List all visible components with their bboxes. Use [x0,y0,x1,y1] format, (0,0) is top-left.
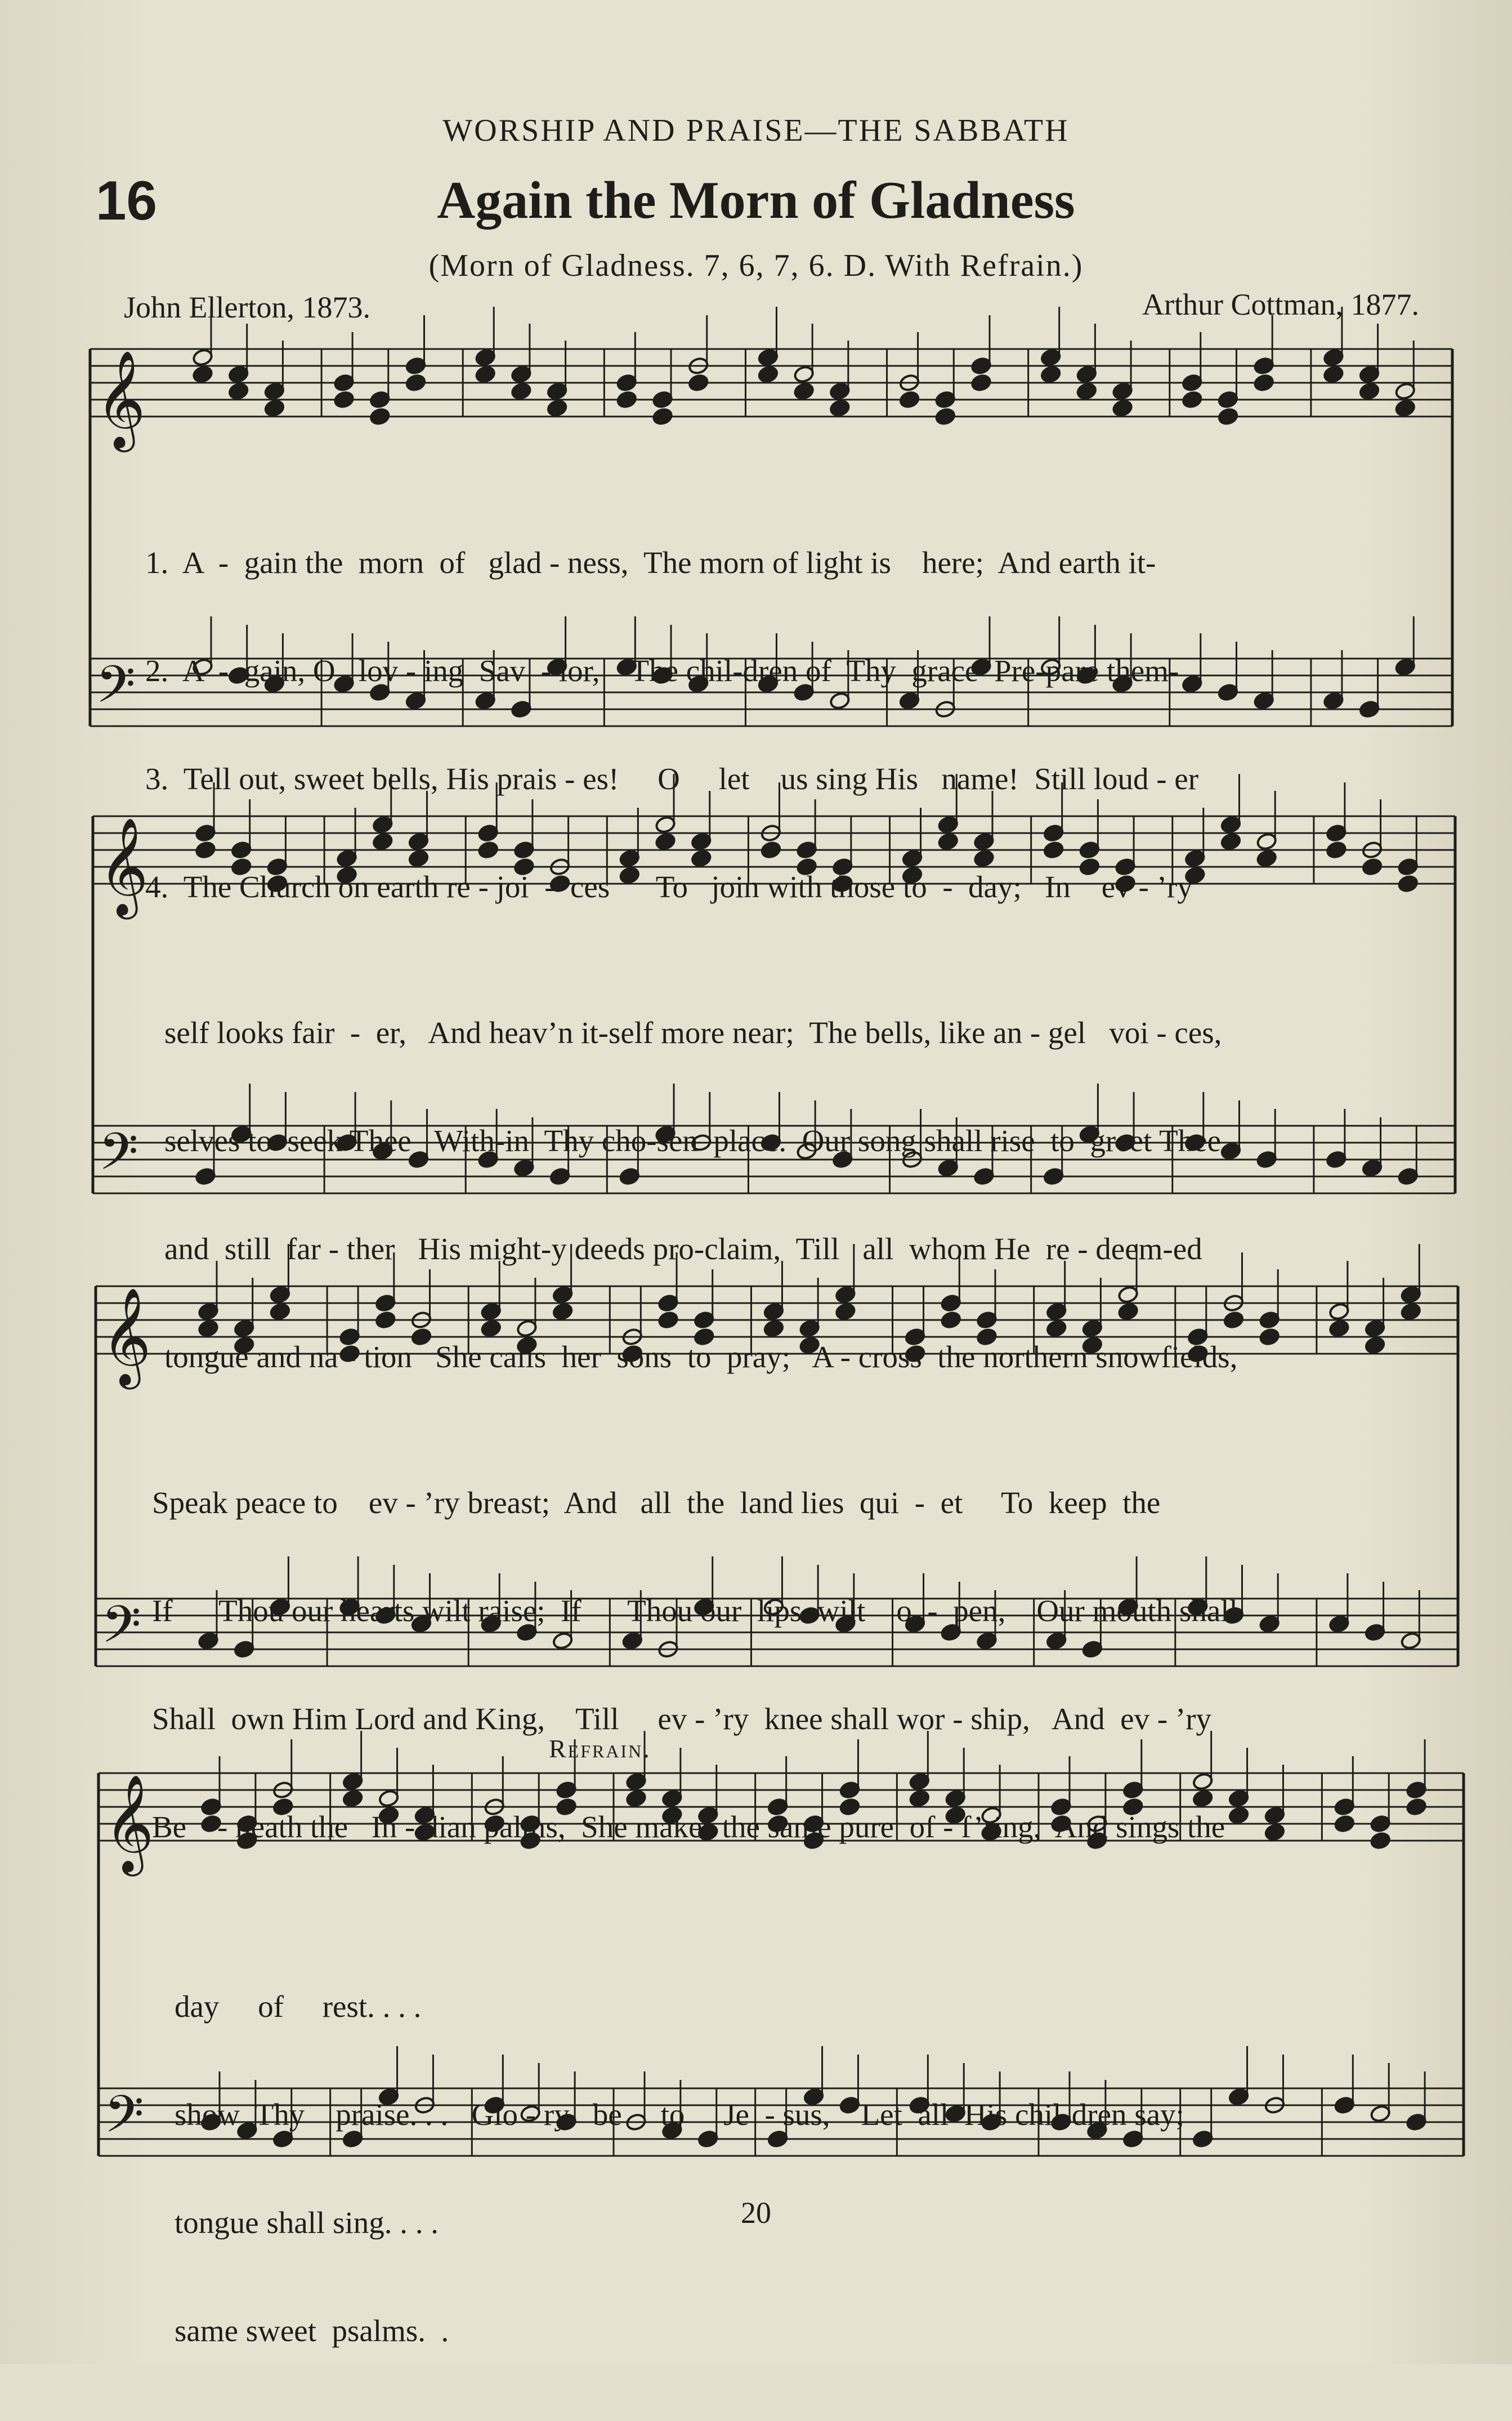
lyric-line: 1. A - gain the morn of glad - ness, The morn of light is here; And earth it- [145,545,1156,580]
note-head [475,348,496,366]
note-head [1361,1158,1383,1177]
note-head [228,382,249,400]
note-head [405,356,426,375]
lyrics-system-4 [175,1917,1184,2421]
note-head [652,390,673,409]
note-head [263,399,285,417]
note-head [1217,683,1238,701]
lyric-line: and still far - ther His might-y deeds pro-claim, Till all whom He re - deem-ed [164,1232,1202,1266]
note-head [1076,382,1097,400]
note-head [369,407,391,426]
note-head [1220,815,1241,834]
lyrics-system-2 [164,943,1237,1447]
note-head [1406,1780,1427,1799]
note-head [192,348,213,366]
lyric-line: tongue shall sing. . . . [175,2205,439,2240]
treble-clef-icon: 𝄞 [99,817,149,915]
note-head [1406,1797,1427,1816]
note-head [934,390,956,409]
section-title: WORSHIP AND PRAISE—THE SABBATH [442,113,1070,148]
note-head [333,390,355,409]
note-head [1394,382,1416,400]
note-head [898,390,920,409]
hymn-author: John Ellerton, 1873. [124,290,370,324]
lyrics-system-3 [152,1413,1238,1917]
note-head [934,407,956,426]
note-head [1400,1302,1421,1321]
note-head [1323,365,1344,383]
note-head [1076,365,1097,383]
note-head [1256,849,1277,867]
lyric-line: tongue and na - tion She calls her sons to pray; A - cross the northern snowfields, [164,1340,1238,1374]
note-head [1406,2113,1427,2131]
note-head [1370,1814,1391,1833]
note-head [333,373,355,392]
note-head [1112,382,1133,400]
note-head [475,365,496,383]
note-head [1264,1806,1285,1824]
note-head [1253,373,1274,392]
note-head [793,382,815,400]
note-head [1328,1319,1350,1337]
note-head [1358,365,1380,383]
note-head [1334,1797,1355,1816]
note-head [1334,2096,1355,2114]
note-head [1182,373,1203,392]
note-head [228,365,249,383]
note-head [511,365,532,383]
note-head [1326,1150,1347,1169]
lyrics-system-1 [145,473,1198,977]
lyric-line: selves to seek Thee With-in Thy cho-sen place. Our song shall rise to greet Thee, [164,1124,1229,1158]
note-head [1326,824,1347,842]
note-head [1394,657,1416,676]
note-head [829,382,851,400]
lyric-line: show Thy praise. . . Glo - ry be to Je - sus, Let all His chil-dren say; [175,2097,1184,2132]
note-head [1326,840,1347,859]
note-head [970,356,992,375]
note-head [1323,691,1344,710]
note-head [1259,1327,1280,1346]
note-head [1400,1631,1421,1650]
note-head [1112,399,1133,417]
note-head [546,399,567,417]
note-head [1264,1823,1285,1841]
lyric-line: 3. Tell out, sweet bells, His prais - es! O let us sing His name! Still loud - er [145,762,1199,796]
lyric-line: day of rest. . . . [175,1989,422,2024]
note-head [1334,1814,1355,1833]
note-head [1217,390,1238,409]
note-head [1364,1623,1385,1641]
note-head [1259,1614,1280,1633]
note-head [1361,857,1383,876]
hymn-composer: Arthur Cottman, 1877. [1142,288,1419,321]
hymn-number: 16 [96,169,158,231]
note-head [1394,399,1416,417]
note-head [1256,832,1277,851]
note-head [1397,874,1419,893]
note-head [1220,832,1241,851]
bass-clef-icon: 𝄢 [104,2084,144,2156]
note-head [1370,1831,1391,1850]
note-head [793,365,815,383]
lyric-line: same sweet psalms. . [175,2313,449,2348]
note-head [829,399,851,417]
note-head [1397,857,1419,876]
note-head [616,373,637,392]
note-head [511,382,532,400]
note-head [1192,2129,1214,2148]
note-head [1256,1150,1277,1169]
note-head [1364,1319,1385,1337]
lyric-line: 4. The Church on earth re - joi - ces To join with those to - day; In ev - ’ry [145,870,1193,904]
note-head [1217,407,1238,426]
note-head [369,390,391,409]
page-number: 20 [741,2196,771,2230]
note-head [652,407,673,426]
note-head [405,373,426,392]
note-head [546,382,567,400]
lyric-line: Shall own Him Lord and King, Till ev - ’ry knee shall wor - ship, And ev - ’ry [152,1702,1212,1736]
note-head [1323,348,1344,366]
note-head [1040,365,1062,383]
note-head [1328,1302,1350,1321]
note-head [1040,348,1062,366]
treble-clef-icon: 𝄞 [101,1287,151,1385]
hymn-title: Again the Morn of Gladness [437,171,1075,230]
note-head [1370,2104,1391,2123]
note-head [688,373,709,392]
note-head [1364,1336,1385,1354]
lyric-line: self looks fair - er, And heav’n it-self more near; The bells, like an - gel voi - ces, [164,1015,1222,1050]
lyric-line: Be - neath the In - dian palms, She makes the same pure of - f’ring, And sings the [152,1810,1225,1844]
refrain-label: Refrain. [549,1734,651,1763]
note-head [1228,2087,1249,2106]
lyric-line: If Thou our hearts wilt raise; If Thou our lips wilt o - pen, Our mouth shall [152,1594,1238,1628]
bass-clef-icon: 𝄢 [101,1595,141,1667]
note-head [1397,1167,1419,1185]
lyric-line: 2. A - gain, O lov - ing Sav - ior, The chil-dren of Thy grace Pre-pare them- [145,654,1179,688]
note-head [192,365,213,383]
note-head [1328,1614,1350,1633]
note-head [1358,700,1380,718]
note-head [1253,356,1274,375]
bass-clef-icon: 𝄢 [96,655,136,727]
hymn-meter: (Morn of Gladness. 7, 6, 7, 6. D. With Refrain.) [428,248,1084,283]
note-head [1358,382,1380,400]
treble-clef-icon: 𝄞 [96,350,146,448]
bass-clef-icon: 𝄢 [99,1122,138,1194]
note-head [1400,1285,1421,1304]
note-head [1253,691,1274,710]
note-head [263,382,285,400]
note-head [757,348,779,366]
note-head [616,390,637,409]
treble-clef-icon: 𝄞 [104,1774,154,1872]
note-head [970,373,992,392]
note-head [1259,1310,1280,1329]
lyric-line: Speak peace to ev - ’ry breast; And all the land lies qui - et To keep the [152,1485,1161,1520]
note-head [1182,390,1203,409]
note-head [757,365,779,383]
